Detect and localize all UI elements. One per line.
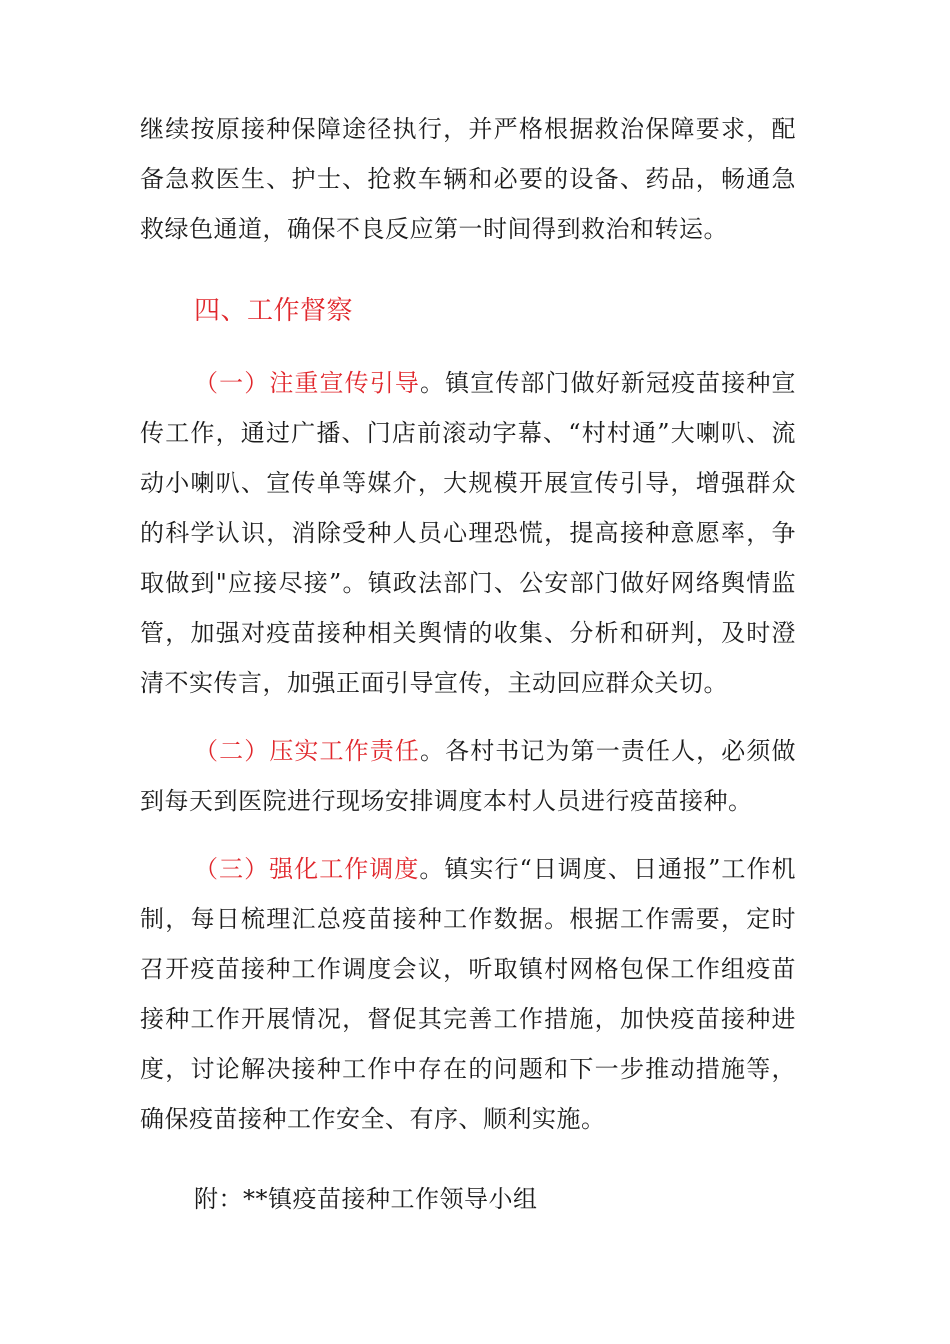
subheading-publicity: （一）注重宣传引导 xyxy=(194,369,420,397)
subheading-responsibility: （二）压实工作责任 xyxy=(194,737,420,765)
paragraph-publicity xyxy=(140,358,796,708)
paragraph-scheduling xyxy=(140,844,796,1144)
paragraph-responsibility xyxy=(140,726,796,826)
paragraph-responsibility-body: 。各村书记为第一责任人，必须做到每天到医院进行现场安排调度本村人员进行疫苗接种。 xyxy=(140,737,797,815)
document-body xyxy=(140,104,796,1224)
attachment-note: 附：**镇疫苗接种工作领导小组 xyxy=(194,1185,538,1213)
paragraph-scheduling-body: 。镇实行“日调度、日通报”工作机制，每日梳理汇总疫苗接种工作数据。根据工作需要，定时召开疫苗接种工作调度会议，听取镇村网格包保工作组疫苗接种工作开展情况，督促其完善工作措施，加快疫苗接种进度，讨论解决接种工作中存在的问题和下一步推动措施等，确保疫苗接种工作安全、有序、顺利实施。 xyxy=(140,855,796,1133)
paragraph-continuation: 继续按原接种保障途径执行，并严格根据救治保障要求，配备急救医生、护士、抢救车辆和必要的设备、药品，畅通急救绿色通道，确保不良反应第一时间得到救治和转运。 xyxy=(140,115,796,243)
section-heading: 四、工作督察 xyxy=(194,296,354,326)
paragraph-publicity-body: 。镇宣传部门做好新冠疫苗接种宣传工作，通过广播、门店前滚动字幕、“村村通”大喇叭、流动小喇叭、宣传单等媒介，大规模开展宣传引导，增强群众的科学认识，消除受种人员心理恐慌，提高接种意愿率，争取做到"应接尽接”。镇政法部门、公安部门做好网络舆情监管，加强对疫苗接种相关舆情的收集、分析和研判，及时澄清不实传言，加强正面引导宣传，主动回应群众关切。 xyxy=(140,369,797,697)
subheading-scheduling: （三）强化工作调度 xyxy=(194,855,420,883)
